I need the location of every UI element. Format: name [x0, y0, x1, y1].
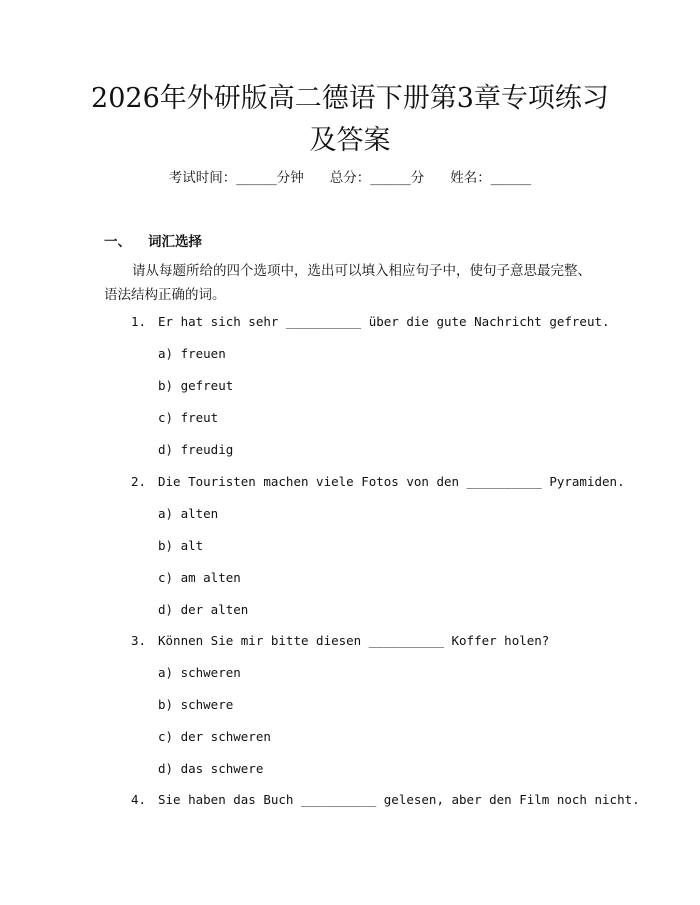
question-number: 2. — [131, 474, 147, 489]
exam-time: 考试时间：______分钟 — [168, 170, 304, 186]
title-line-1: 2026年外研版高二德语下册第3章专项练习 — [91, 83, 609, 114]
option: b) gefreut — [158, 378, 234, 393]
student-name: 姓名：______ — [450, 170, 532, 186]
question-text: Sie haben das Buch __________ gelesen, aber den Film noch nicht. — [158, 792, 640, 807]
question — [131, 313, 610, 331]
option: d) das schwere — [158, 761, 264, 776]
option: b) schwere — [158, 697, 234, 712]
question-number: 1. — [131, 314, 147, 329]
question-text: Können Sie mir bitte diesen __________ Koffer holen? — [158, 633, 550, 648]
option: c) am alten — [158, 570, 241, 585]
section-title: 词汇选择 — [148, 234, 202, 250]
section-number: 一、 — [104, 234, 131, 250]
question-text: Er hat sich sehr __________ über die gute Nachricht gefreut. — [158, 314, 610, 329]
title-line-2: 及答案 — [309, 125, 391, 156]
option: c) der schweren — [158, 729, 271, 744]
option: d) der alten — [158, 602, 249, 617]
question — [131, 791, 640, 809]
question-text: Die Touristen machen viele Fotos von den __________ Pyramiden. — [158, 474, 625, 489]
option: a) schweren — [158, 665, 241, 680]
option: c) freut — [158, 410, 219, 425]
document-title — [90, 78, 610, 162]
question — [131, 473, 625, 491]
question — [131, 632, 549, 650]
option: b) alt — [158, 538, 204, 553]
option: a) freuen — [158, 346, 226, 361]
question-number: 3. — [131, 633, 147, 648]
section-instructions: 请从每题所给的四个选项中，选出可以填入相应句子中，使句子意思最完整、语法结构正确的词。 — [104, 263, 591, 303]
question-number: 4. — [131, 792, 147, 807]
total-score: 总分：______分 — [329, 170, 425, 186]
option: d) freudig — [158, 442, 234, 457]
section-heading — [104, 230, 202, 250]
exam-meta — [0, 169, 700, 187]
option: a) alten — [158, 506, 219, 521]
